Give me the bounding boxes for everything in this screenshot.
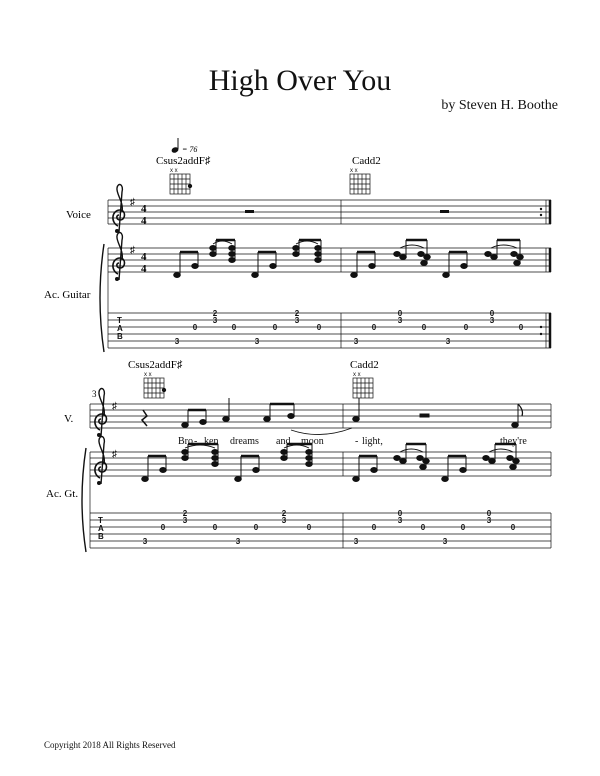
chord-diagram (144, 372, 166, 398)
svg-text:they're: they're (500, 436, 527, 447)
svg-text:and: and (276, 436, 291, 447)
svg-text:light,: light, (362, 436, 383, 447)
chord-name: Csus2addF♯ (156, 155, 211, 167)
svg-text:x x: x x (353, 372, 361, 378)
whole-rest (440, 210, 449, 213)
svg-text:= 76: = 76 (182, 145, 198, 154)
svg-text:x x: x x (144, 372, 152, 378)
svg-text:4: 4 (141, 215, 147, 227)
tab-staff (108, 248, 551, 348)
svg-text:3: 3 (294, 316, 300, 325)
instrument-label: Ac. Gt. (46, 488, 79, 500)
svg-text:4: 4 (141, 251, 147, 263)
system-brace (82, 448, 86, 552)
svg-text:3: 3 (281, 516, 287, 525)
svg-text:-: - (194, 436, 198, 447)
svg-text:0: 0 (518, 323, 524, 332)
svg-text:3: 3 (486, 516, 492, 525)
chord-diagram (170, 168, 192, 194)
svg-text:moon: moon (301, 436, 324, 447)
svg-text:0: 0 (420, 523, 426, 532)
svg-text:0: 0 (397, 309, 403, 318)
measure-number: 3 (92, 389, 97, 399)
svg-text:3: 3 (442, 537, 448, 546)
svg-text:dreams: dreams (230, 436, 259, 447)
svg-text:0: 0 (272, 323, 278, 332)
svg-text:♯: ♯ (130, 245, 135, 256)
tab-numbers (175, 309, 524, 346)
svg-text:3: 3 (397, 316, 403, 325)
instrument-label: Voice (66, 209, 91, 221)
svg-text:A: A (98, 524, 104, 533)
voice-staff (108, 200, 551, 224)
voice-staff (90, 404, 551, 428)
svg-text:0: 0 (489, 309, 495, 318)
instrument-label: Ac. Guitar (44, 289, 91, 301)
svg-text:3: 3 (182, 516, 188, 525)
whole-rest (245, 210, 254, 213)
svg-text:-: - (355, 436, 359, 447)
svg-text:0: 0 (253, 523, 259, 532)
svg-text:Bro: Bro (178, 436, 193, 447)
svg-text:2: 2 (281, 509, 287, 518)
svg-text:2: 2 (182, 509, 188, 518)
svg-text:0: 0 (316, 323, 322, 332)
svg-text:0: 0 (421, 323, 427, 332)
song-title: High Over You (208, 64, 392, 97)
svg-text:0: 0 (486, 509, 492, 518)
svg-text:0: 0 (212, 523, 218, 532)
svg-text:0: 0 (231, 323, 237, 332)
svg-text:0: 0 (463, 323, 469, 332)
svg-text:x x: x x (170, 168, 178, 174)
svg-text:0: 0 (371, 323, 377, 332)
svg-text:0: 0 (397, 509, 403, 518)
chord-name: Cadd2 (352, 155, 381, 167)
svg-text:x x: x x (350, 168, 358, 174)
svg-text:B: B (117, 332, 123, 341)
svg-text:♯: ♯ (112, 401, 117, 412)
svg-text:ken: ken (204, 436, 219, 447)
svg-text:B: B (98, 532, 104, 541)
lyrics (178, 436, 527, 447)
copyright-notice: Copyright 2018 All Rights Reserved (44, 740, 176, 750)
chord-diagram (350, 168, 370, 194)
svg-text:3: 3 (489, 316, 495, 325)
tab-staff (90, 452, 551, 548)
chord-name: Csus2addF♯ (128, 359, 183, 371)
svg-text:0: 0 (192, 323, 198, 332)
svg-text:3: 3 (212, 316, 218, 325)
key-signature: ♯ (130, 197, 135, 208)
svg-text:3: 3 (174, 337, 180, 346)
svg-text:0: 0 (306, 523, 312, 532)
svg-text:T: T (98, 516, 103, 525)
svg-text:3: 3 (235, 537, 241, 546)
system-brace (100, 244, 104, 352)
chord-diagram (353, 372, 373, 398)
svg-text:2: 2 (294, 309, 300, 318)
svg-text:3: 3 (397, 516, 403, 525)
svg-text:3: 3 (142, 537, 148, 546)
time-signature: 4 (141, 203, 147, 215)
chord-name: Cadd2 (350, 359, 379, 371)
svg-text:0: 0 (160, 523, 166, 532)
svg-text:3: 3 (353, 537, 359, 546)
svg-text:2: 2 (212, 309, 218, 318)
svg-text:0: 0 (371, 523, 377, 532)
tempo-marking (171, 138, 198, 154)
instrument-label: V. (64, 413, 74, 425)
svg-text:A: A (117, 324, 123, 333)
svg-text:0: 0 (510, 523, 516, 532)
tab-numbers (143, 509, 516, 546)
svg-text:T: T (117, 316, 122, 325)
svg-text:3: 3 (353, 337, 359, 346)
svg-text:0: 0 (460, 523, 466, 532)
svg-text:3: 3 (445, 337, 451, 346)
svg-text:3: 3 (254, 337, 260, 346)
svg-text:♯: ♯ (112, 449, 117, 460)
svg-text:4: 4 (141, 263, 147, 275)
guitar-staff (108, 248, 551, 272)
composer-credit: by Steven H. Boothe (441, 98, 558, 113)
